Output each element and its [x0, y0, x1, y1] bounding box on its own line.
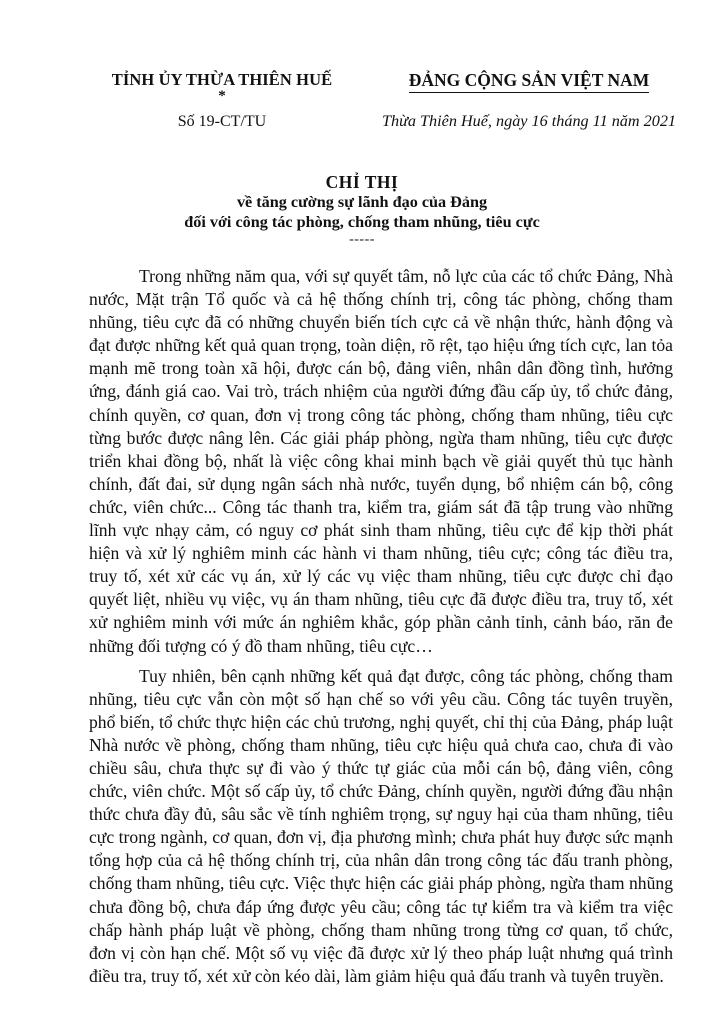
- document-number: Số 19-CT/TU: [177, 113, 267, 130]
- body-paragraph-1: Trong những năm qua, với sự quyết tâm, nỗ lực của các tổ chức Đảng, Nhà nước, Mặt trận Tổ quốc và cả hệ thống chính trị, công tác phòng, chống tham nhũng, tiêu cực đã có những chuyển biến tích cực cả về nhận thức, hành động và đạt được những kết quả quan trọng, toàn diện, rõ rệt, tạo hiệu ứng tích cực, lan tỏa mạnh mẽ trong toàn xã hội, được cán bộ, đảng viên, nhân dân đồng tình, hưởng ứng, đánh giá cao. Vai trò, trách nhiệm của người đứng đầu cấp ủy, tổ chức đảng, chính quyền, cơ quan, đơn vị trong công tác phòng, chống tham nhũng, tiêu cực từng bước được nâng lên. Các giải pháp phòng, ngừa tham nhũng, tiêu cực được triển khai đồng bộ, nhất là việc công khai minh bạch về giải quyết thủ tục hành chính, đất đai, sử dụng ngân sách nhà nước, tuyển dụng, bổ nhiệm cán bộ, công chức, viên chức... Công tác thanh tra, kiểm tra, giám sát đã tập trung vào những lĩnh vực nhạy cảm, có nguy cơ phát sinh tham nhũng, tiêu cực để kịp thời phát hiện và xử lý nghiêm minh các hành vi tham nhũng, tiêu cực; công tác điều tra, truy tố, xét xử các vụ án, xử lý các vụ việc tham nhũng, tiêu cực được chỉ đạo quyết liệt, nhiều vụ việc, vụ án tham nhũng, tiêu cực đã được điều tra, truy tố, xét xử nghiêm minh với mức án nghiêm khắc, góp phần cảnh tỉnh, cảnh báo, răn đe những đối tượng có ý đồ tham nhũng, tiêu cực…: [89, 266, 673, 656]
- national-header-block: [372, 70, 686, 131]
- party-name: ĐẢNG CỘNG SẢN VIỆT NAM: [409, 70, 650, 93]
- document-type: CHỈ THỊ: [325, 172, 399, 192]
- issuer-block: [98, 70, 346, 132]
- title-block: [0, 172, 724, 248]
- document-body: [89, 265, 673, 995]
- star-separator: *: [218, 88, 226, 104]
- subject-line-1: về tăng cường sự lãnh đạo của Đảng: [236, 193, 488, 211]
- place-date: Thừa Thiên Huế, ngày 16 tháng 11 năm 2021: [381, 112, 677, 130]
- subject-line-2: đối với công tác phòng, chống tham nhũng, tiêu cực: [184, 213, 540, 231]
- body-paragraph-2: Tuy nhiên, bên cạnh những kết quả đạt được, công tác phòng, chống tham nhũng, tiêu cực vẫn còn một số hạn chế so với yêu cầu. Công tác tuyên truyền, phổ biến, tổ chức thực hiện các chủ trương, nghị quyết, chỉ thị của Đảng, pháp luật Nhà nước về phòng, chống tham nhũng, tiêu cực hiệu quả chưa cao, chưa đi vào chiều sâu, chưa thực sự đi vào ý thức tự giác của mỗi cán bộ, đảng viên, công chức, viên chức. Một số cấp ủy, tổ chức Đảng, chính quyền, người đứng đầu nhận thức chưa đầy đủ, sâu sắc về tính nghiêm trọng, sự nguy hại của tham nhũng, tiêu cực trong ngành, cơ quan, đơn vị, địa phương mình; chưa phát huy được sức mạnh tổng hợp của cả hệ thống chính trị, của nhân dân trong công tác đấu tranh phòng, chống tham nhũng, tiêu cực. Việc thực hiện các giải pháp phòng, ngừa tham nhũng chưa đồng bộ, chưa đáp ứng được yêu cầu; công tác tự kiểm tra và kiểm tra việc chấp hành pháp luật về phòng, chống tham nhũng trong từng cơ quan, tổ chức, đơn vị còn hạn chế. Một số vụ việc đã được xử lý theo pháp luật nhưng quá trình điều tra, truy tố, xét xử còn kéo dài, làm giảm hiệu quả đấu tranh và tuyên truyền.: [89, 665, 673, 986]
- title-separator: -----: [349, 232, 375, 247]
- issuing-organization: TỈNH ỦY THỪA THIÊN HUẾ: [111, 70, 333, 89]
